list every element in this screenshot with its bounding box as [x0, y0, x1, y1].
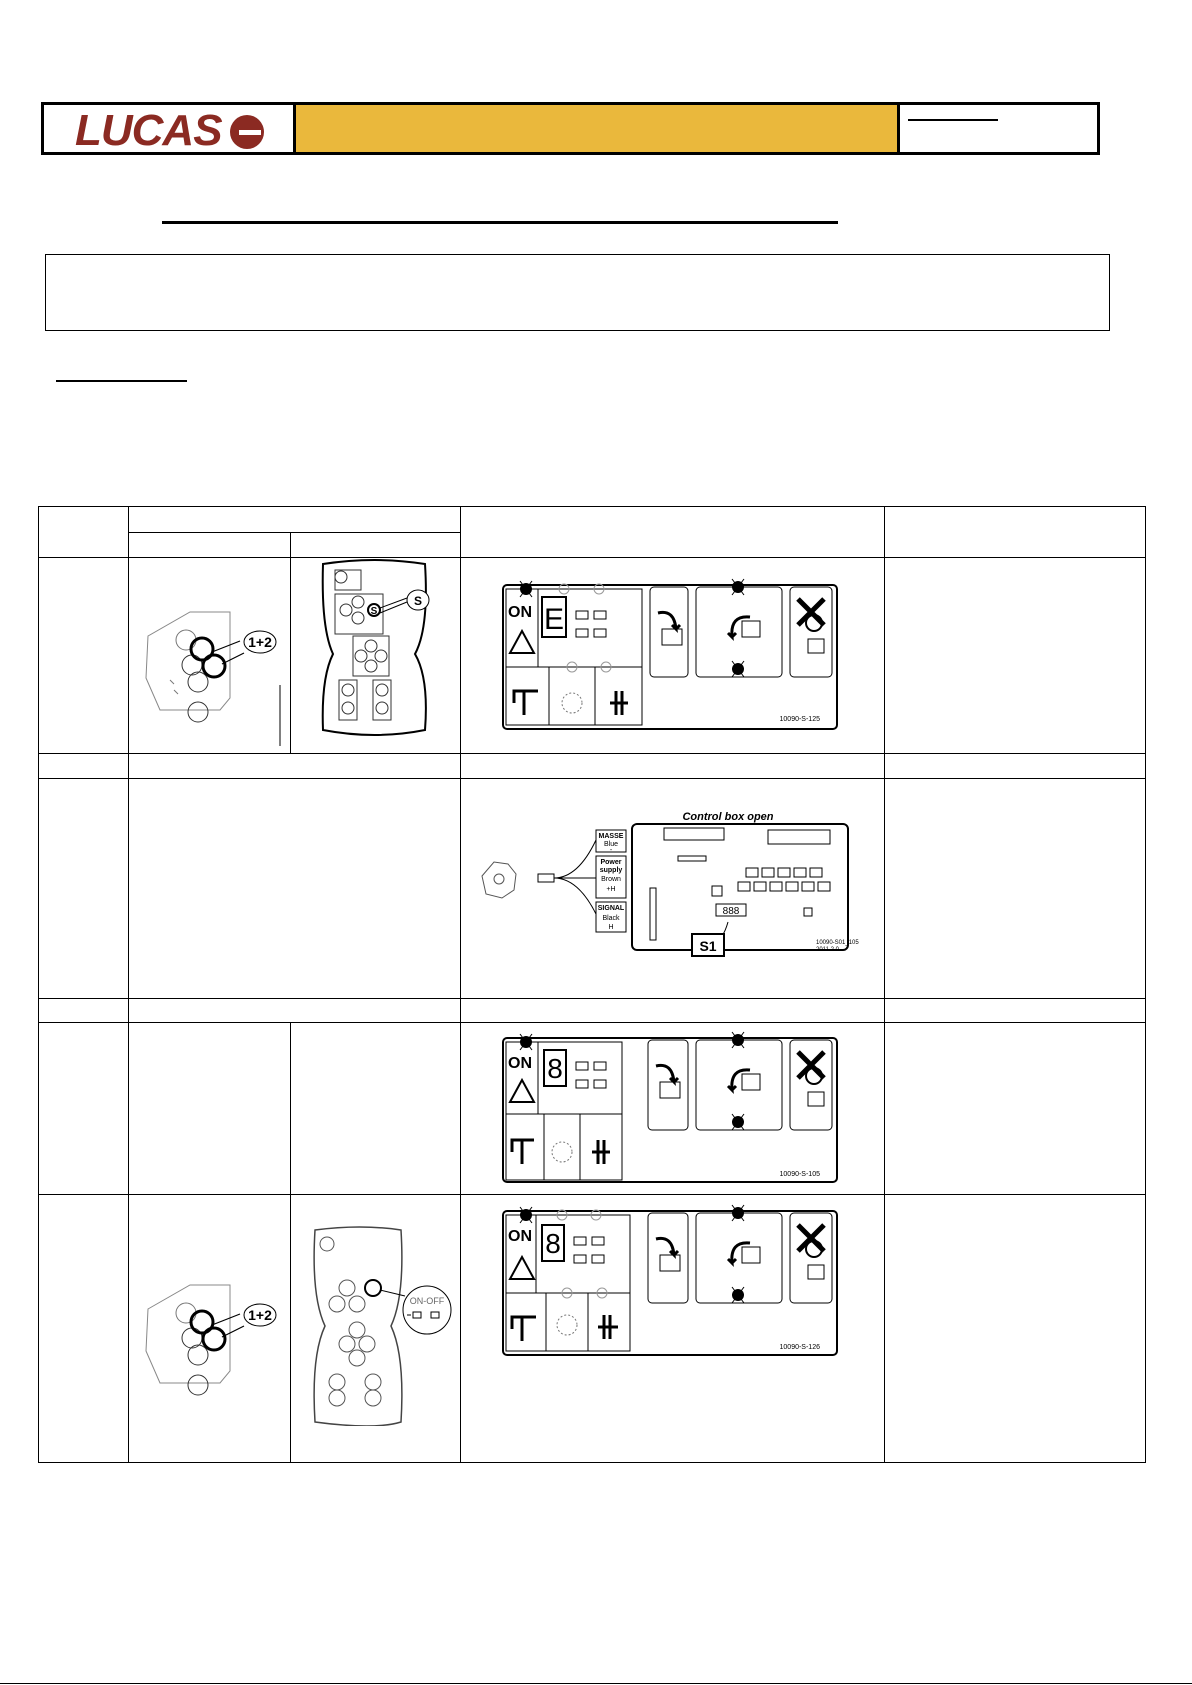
remote-callout-label: S	[413, 594, 423, 608]
wire-masse-sign: -	[609, 847, 612, 854]
step-cell	[39, 754, 129, 779]
handset-figure-cell	[129, 1195, 291, 1463]
header-cell-step	[39, 507, 129, 558]
remote-onoff-label: ON-OFF	[409, 1296, 445, 1306]
box-figure-code-2: 2011.2.0	[815, 947, 839, 953]
step-cell	[39, 1023, 129, 1195]
wire-power-label: Power	[599, 859, 622, 866]
handset-buttons-figure	[130, 558, 290, 748]
wire-power-color: Brown	[600, 876, 621, 883]
document-header	[41, 102, 1100, 155]
panel-digit-display: E	[543, 603, 564, 636]
section-heading-underline	[56, 380, 187, 382]
control-box-figure	[468, 806, 878, 966]
table-header-row	[39, 507, 1146, 533]
handset-buttons-figure	[130, 1231, 290, 1421]
table-row	[39, 999, 1146, 1023]
remarks-cell	[885, 1195, 1146, 1463]
remote-control-figure-2	[291, 1226, 461, 1426]
control-box-title: Control box open	[681, 811, 774, 823]
header-cell-control	[129, 507, 461, 533]
wire-signal-label: SIGNAL	[597, 905, 624, 912]
display-figure-cell	[461, 1195, 885, 1463]
box-figure-code: 10090-S01_105	[815, 940, 859, 946]
wire-power-sign: +H	[605, 886, 616, 893]
panel-on-label: ON	[507, 1055, 532, 1072]
wire-signal-color: Black	[601, 915, 620, 922]
wire-masse-label: MASSE	[598, 833, 623, 840]
table-row	[39, 754, 1146, 779]
logo-wordmark: LUCAS	[74, 105, 222, 154]
table-row	[39, 779, 1146, 999]
page-bottom-rule	[0, 1683, 1192, 1684]
remote-control-figure	[291, 558, 461, 748]
remote-s-button-label: S	[370, 606, 378, 617]
control-cell	[129, 754, 461, 779]
display-figure-cell	[461, 558, 885, 754]
panel-figure-code: 10090-S-126	[779, 1344, 820, 1351]
control-box-figure-cell	[461, 779, 885, 999]
remote-cell	[291, 1023, 461, 1195]
step-cell	[39, 1195, 129, 1463]
remarks-cell	[885, 754, 1146, 779]
remote-figure-cell	[291, 558, 461, 754]
panel-on-label: ON	[507, 604, 532, 621]
panel-figure-code: 10090-S-125	[779, 716, 820, 723]
remote-figure-cell	[291, 1195, 461, 1463]
panel-on-label: ON	[507, 1228, 532, 1245]
table-row	[39, 1195, 1146, 1463]
table-row	[39, 558, 1146, 754]
display-panel-figure-1	[498, 573, 848, 733]
header-title-band	[296, 105, 900, 152]
company-logo	[44, 105, 296, 152]
handset-figure-cell	[129, 558, 291, 754]
control-cell	[129, 779, 461, 999]
remarks-cell	[885, 779, 1146, 999]
panel-digit-display: 8	[544, 1228, 561, 1259]
remarks-cell	[885, 999, 1146, 1023]
s1-switch-label: S1	[698, 938, 717, 954]
control-box-display: 888	[722, 906, 739, 917]
wire-signal-sign: H	[607, 924, 614, 931]
header-cell-display	[461, 507, 885, 558]
table-row	[39, 1023, 1146, 1195]
panel-figure-code: 10090-S-105	[779, 1171, 820, 1178]
step-cell	[39, 779, 129, 999]
display-panel-figure-3	[498, 1199, 848, 1359]
handset-callout-label: 1+2	[247, 634, 272, 650]
display-cell	[461, 999, 885, 1023]
header-cell-remote	[291, 533, 461, 558]
handset-callout-label: 1+2	[247, 1307, 272, 1323]
wire-masse-color: Blue	[603, 841, 618, 848]
procedure-table	[38, 506, 1146, 1463]
header-cell-handset	[129, 533, 291, 558]
header-reference-box	[900, 105, 1097, 152]
control-cell	[129, 999, 461, 1023]
handset-cell	[129, 1023, 291, 1195]
display-cell	[461, 754, 885, 779]
wire-power-label-2: supply	[599, 867, 622, 874]
remarks-cell	[885, 558, 1146, 754]
display-panel-figure-2	[498, 1026, 848, 1186]
title-underline	[162, 221, 838, 224]
panel-digit-display: 8	[546, 1053, 563, 1084]
step-cell	[39, 999, 129, 1023]
header-cell-remarks	[885, 507, 1146, 558]
step-cell	[39, 558, 129, 754]
notice-box	[45, 254, 1110, 331]
display-figure-cell	[461, 1023, 885, 1195]
remarks-cell	[885, 1023, 1146, 1195]
